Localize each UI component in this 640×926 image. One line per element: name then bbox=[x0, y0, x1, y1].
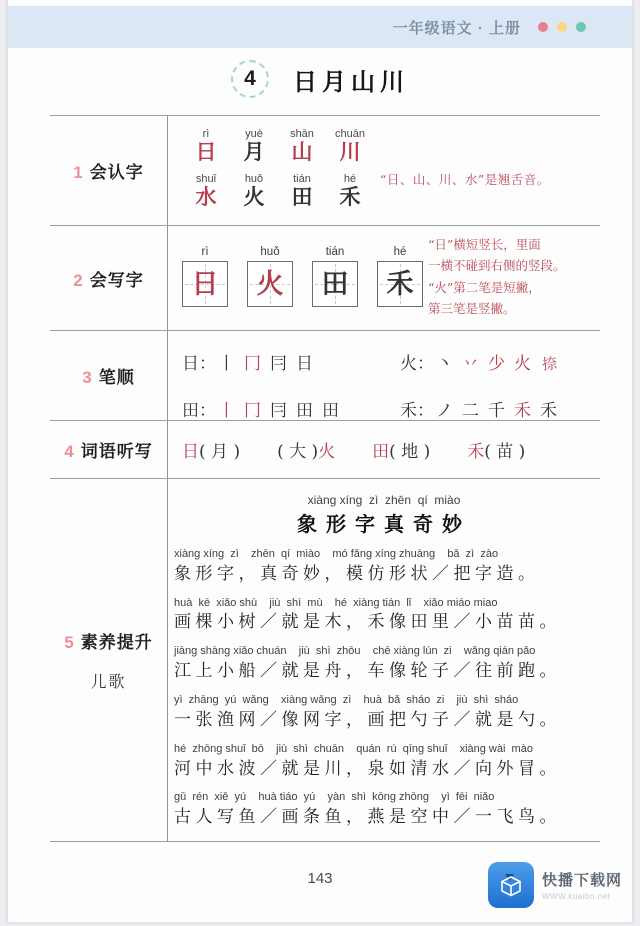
tianzige-cell bbox=[312, 246, 358, 307]
section-tingxie-label bbox=[50, 421, 168, 478]
section-title: 笔顺 bbox=[98, 368, 135, 387]
section-suyang-content bbox=[168, 479, 600, 841]
dictation-item: ( 大 )火 bbox=[277, 442, 336, 462]
dictation-item: 禾( 苗 ) bbox=[467, 442, 526, 462]
poem-line: jiāng shàng xiǎo chuán jiù shì zhōu chē xiàng lún zi wǎng qián pǎo 江上小船／就是舟，车像轮子／往前跑。 bbox=[174, 645, 561, 682]
tianzige-cell bbox=[182, 246, 228, 307]
section-suyang bbox=[50, 479, 600, 842]
hanzi: 川 bbox=[339, 139, 361, 164]
section-title: 会写字 bbox=[89, 270, 144, 290]
section-xiezi-content bbox=[168, 226, 600, 330]
section-title: 素养提升 bbox=[80, 633, 153, 652]
rhyme-sublabel: 儿歌 bbox=[90, 672, 127, 691]
pinyin: hé bbox=[343, 173, 357, 186]
decor-dot-pink bbox=[538, 22, 548, 32]
poem-title-pinyin: xiàng xíng zì zhēn qí miào bbox=[307, 493, 461, 507]
poem-line: gǔ rén xiě yú huà tiáo yú yàn shì kōng zhōng yì fēi niǎo 古人写鱼／画条鱼，燕是空中／一飞鸟。 bbox=[174, 791, 561, 828]
poem-line: xiàng xíng zì zhēn qí miào mó fǎng xíng zhuàng bǎ zì zào 象形字，真奇妙，模仿形状／把字造。 bbox=[174, 548, 540, 584]
section-suyang-label bbox=[50, 479, 168, 841]
tip-line: “火”第二笔是短撇， bbox=[428, 279, 541, 295]
handwriting-tip-note bbox=[428, 234, 600, 319]
header-band bbox=[8, 6, 632, 48]
pinyin: shān bbox=[290, 128, 314, 140]
section-renzi-content bbox=[168, 116, 600, 225]
stroke-order-grid bbox=[168, 331, 600, 421]
watermark-site-url: WWW.kuaibo.net bbox=[541, 892, 611, 901]
watermark-texts bbox=[542, 869, 622, 901]
char-cell bbox=[230, 173, 278, 209]
section-bishun bbox=[50, 331, 600, 421]
hanzi: 田 bbox=[291, 184, 313, 210]
section-tingxie-content bbox=[168, 421, 600, 478]
tianzige-cell bbox=[377, 246, 423, 307]
hanzi: 水 bbox=[195, 184, 217, 210]
section-number: 4 bbox=[64, 442, 74, 461]
char-cell bbox=[278, 128, 326, 164]
pinyin: rì bbox=[202, 128, 210, 140]
char-cell bbox=[182, 128, 230, 164]
hanzi: 山 bbox=[291, 139, 313, 164]
pinyin: huǒ bbox=[244, 173, 264, 186]
page-number: 143 bbox=[307, 870, 333, 887]
char-cell bbox=[326, 173, 374, 209]
hanzi: 日 bbox=[191, 268, 219, 300]
lesson-number-badge: 4 bbox=[231, 60, 269, 98]
lesson-title bbox=[8, 60, 632, 98]
pinyin: yuè bbox=[245, 128, 263, 140]
dictation-item: 田( 地 ) bbox=[372, 442, 431, 462]
stroke-order-tian: 田： 丨 冂 冃 田 田 bbox=[182, 401, 339, 421]
char-cell bbox=[182, 173, 230, 209]
hanzi: 禾 bbox=[386, 268, 414, 300]
section-number: 2 bbox=[73, 270, 83, 290]
dictation-items bbox=[168, 421, 600, 478]
tianzige-box bbox=[247, 261, 293, 307]
hanzi: 月 bbox=[243, 139, 265, 164]
tianzige-box bbox=[312, 261, 358, 307]
stroke-order-huo: 火： 丶 丷 少 火 捺 bbox=[400, 354, 558, 374]
download-site-logo-icon bbox=[488, 862, 534, 908]
poem-title bbox=[172, 493, 596, 537]
hanzi: 禾 bbox=[339, 184, 361, 210]
hanzi: 火 bbox=[243, 184, 265, 210]
char-cell bbox=[230, 128, 278, 164]
section-number: 1 bbox=[73, 163, 83, 182]
rhyme-poem bbox=[168, 479, 600, 829]
hanzi: 火 bbox=[256, 268, 284, 300]
section-number: 3 bbox=[82, 368, 92, 387]
section-number: 5 bbox=[64, 633, 74, 652]
section-title: 会认字 bbox=[89, 163, 144, 182]
content-table bbox=[50, 115, 600, 842]
poem-line: hé zhōng shuǐ bō jiù shì chuān quán rú qīng shuǐ xiàng wài mào 河中水波／就是川，泉如清水／向外冒。 bbox=[174, 742, 561, 779]
pronunciation-note: “日、山、川、水”是翘舌音。 bbox=[380, 172, 550, 187]
tianzige-cell bbox=[247, 246, 293, 307]
tip-line: “日”横短竖长，里面 bbox=[428, 237, 541, 252]
char-cell bbox=[278, 173, 326, 209]
tianzige-box bbox=[182, 261, 228, 307]
stroke-order-he: 禾： ノ 二 千 禾 禾 bbox=[400, 401, 557, 421]
pinyin: chuān bbox=[335, 128, 365, 140]
lesson-title-text: 日月山川 bbox=[293, 68, 409, 96]
section-renzi bbox=[50, 116, 600, 226]
book-page bbox=[8, 0, 632, 922]
dictation-item: 日( 月 ) bbox=[182, 442, 241, 462]
stroke-order-ri: 日： 丨 冂 冃 日 bbox=[182, 354, 313, 374]
pinyin: tián bbox=[293, 173, 311, 186]
section-renzi-label bbox=[50, 116, 168, 225]
watermark-site-name: 快播下载网 bbox=[541, 872, 622, 889]
pinyin: rì bbox=[201, 246, 209, 258]
pinyin: hé bbox=[393, 246, 407, 258]
section-xiezi-label bbox=[50, 226, 168, 330]
tianzige-box bbox=[377, 261, 423, 307]
section-bishun-content bbox=[168, 331, 600, 420]
edition-label: 一年级语文 · 上册 bbox=[392, 19, 521, 37]
decor-dot-teal bbox=[576, 22, 586, 32]
section-bishun-label bbox=[50, 331, 168, 420]
section-xiezi bbox=[50, 226, 600, 331]
hanzi: 田 bbox=[321, 268, 349, 300]
decor-dot-yellow bbox=[557, 22, 567, 32]
poem-line: huà kē xiǎo shù jiù shì mù hé xiàng tián lǐ xiǎo miáo miao 画棵小树／就是木，禾像田里／小苗苗。 bbox=[174, 596, 561, 633]
tip-line: 一横不碰到右侧的竖段。 bbox=[428, 258, 566, 274]
pinyin: huǒ bbox=[260, 246, 280, 258]
recognize-char-grid bbox=[168, 116, 600, 209]
na-stroke-annotation: 捺 bbox=[541, 354, 558, 374]
pinyin: tián bbox=[325, 246, 345, 258]
download-site-watermark bbox=[488, 862, 622, 908]
section-title: 词语听写 bbox=[80, 442, 153, 461]
pinyin: shuǐ bbox=[195, 173, 217, 186]
poem-line: yì zhāng yú wǎng xiàng wǎng zì huà bǎ sháo zi jiù shì sháo 一张渔网／像网字，画把勺子／就是勺。 bbox=[174, 694, 561, 730]
tip-line: 第三笔是竖撇。 bbox=[428, 300, 516, 316]
char-cell bbox=[326, 128, 374, 164]
section-tingxie bbox=[50, 421, 600, 479]
hanzi: 日 bbox=[195, 139, 217, 164]
poem-title-text: 象形字真奇妙 bbox=[297, 512, 471, 536]
